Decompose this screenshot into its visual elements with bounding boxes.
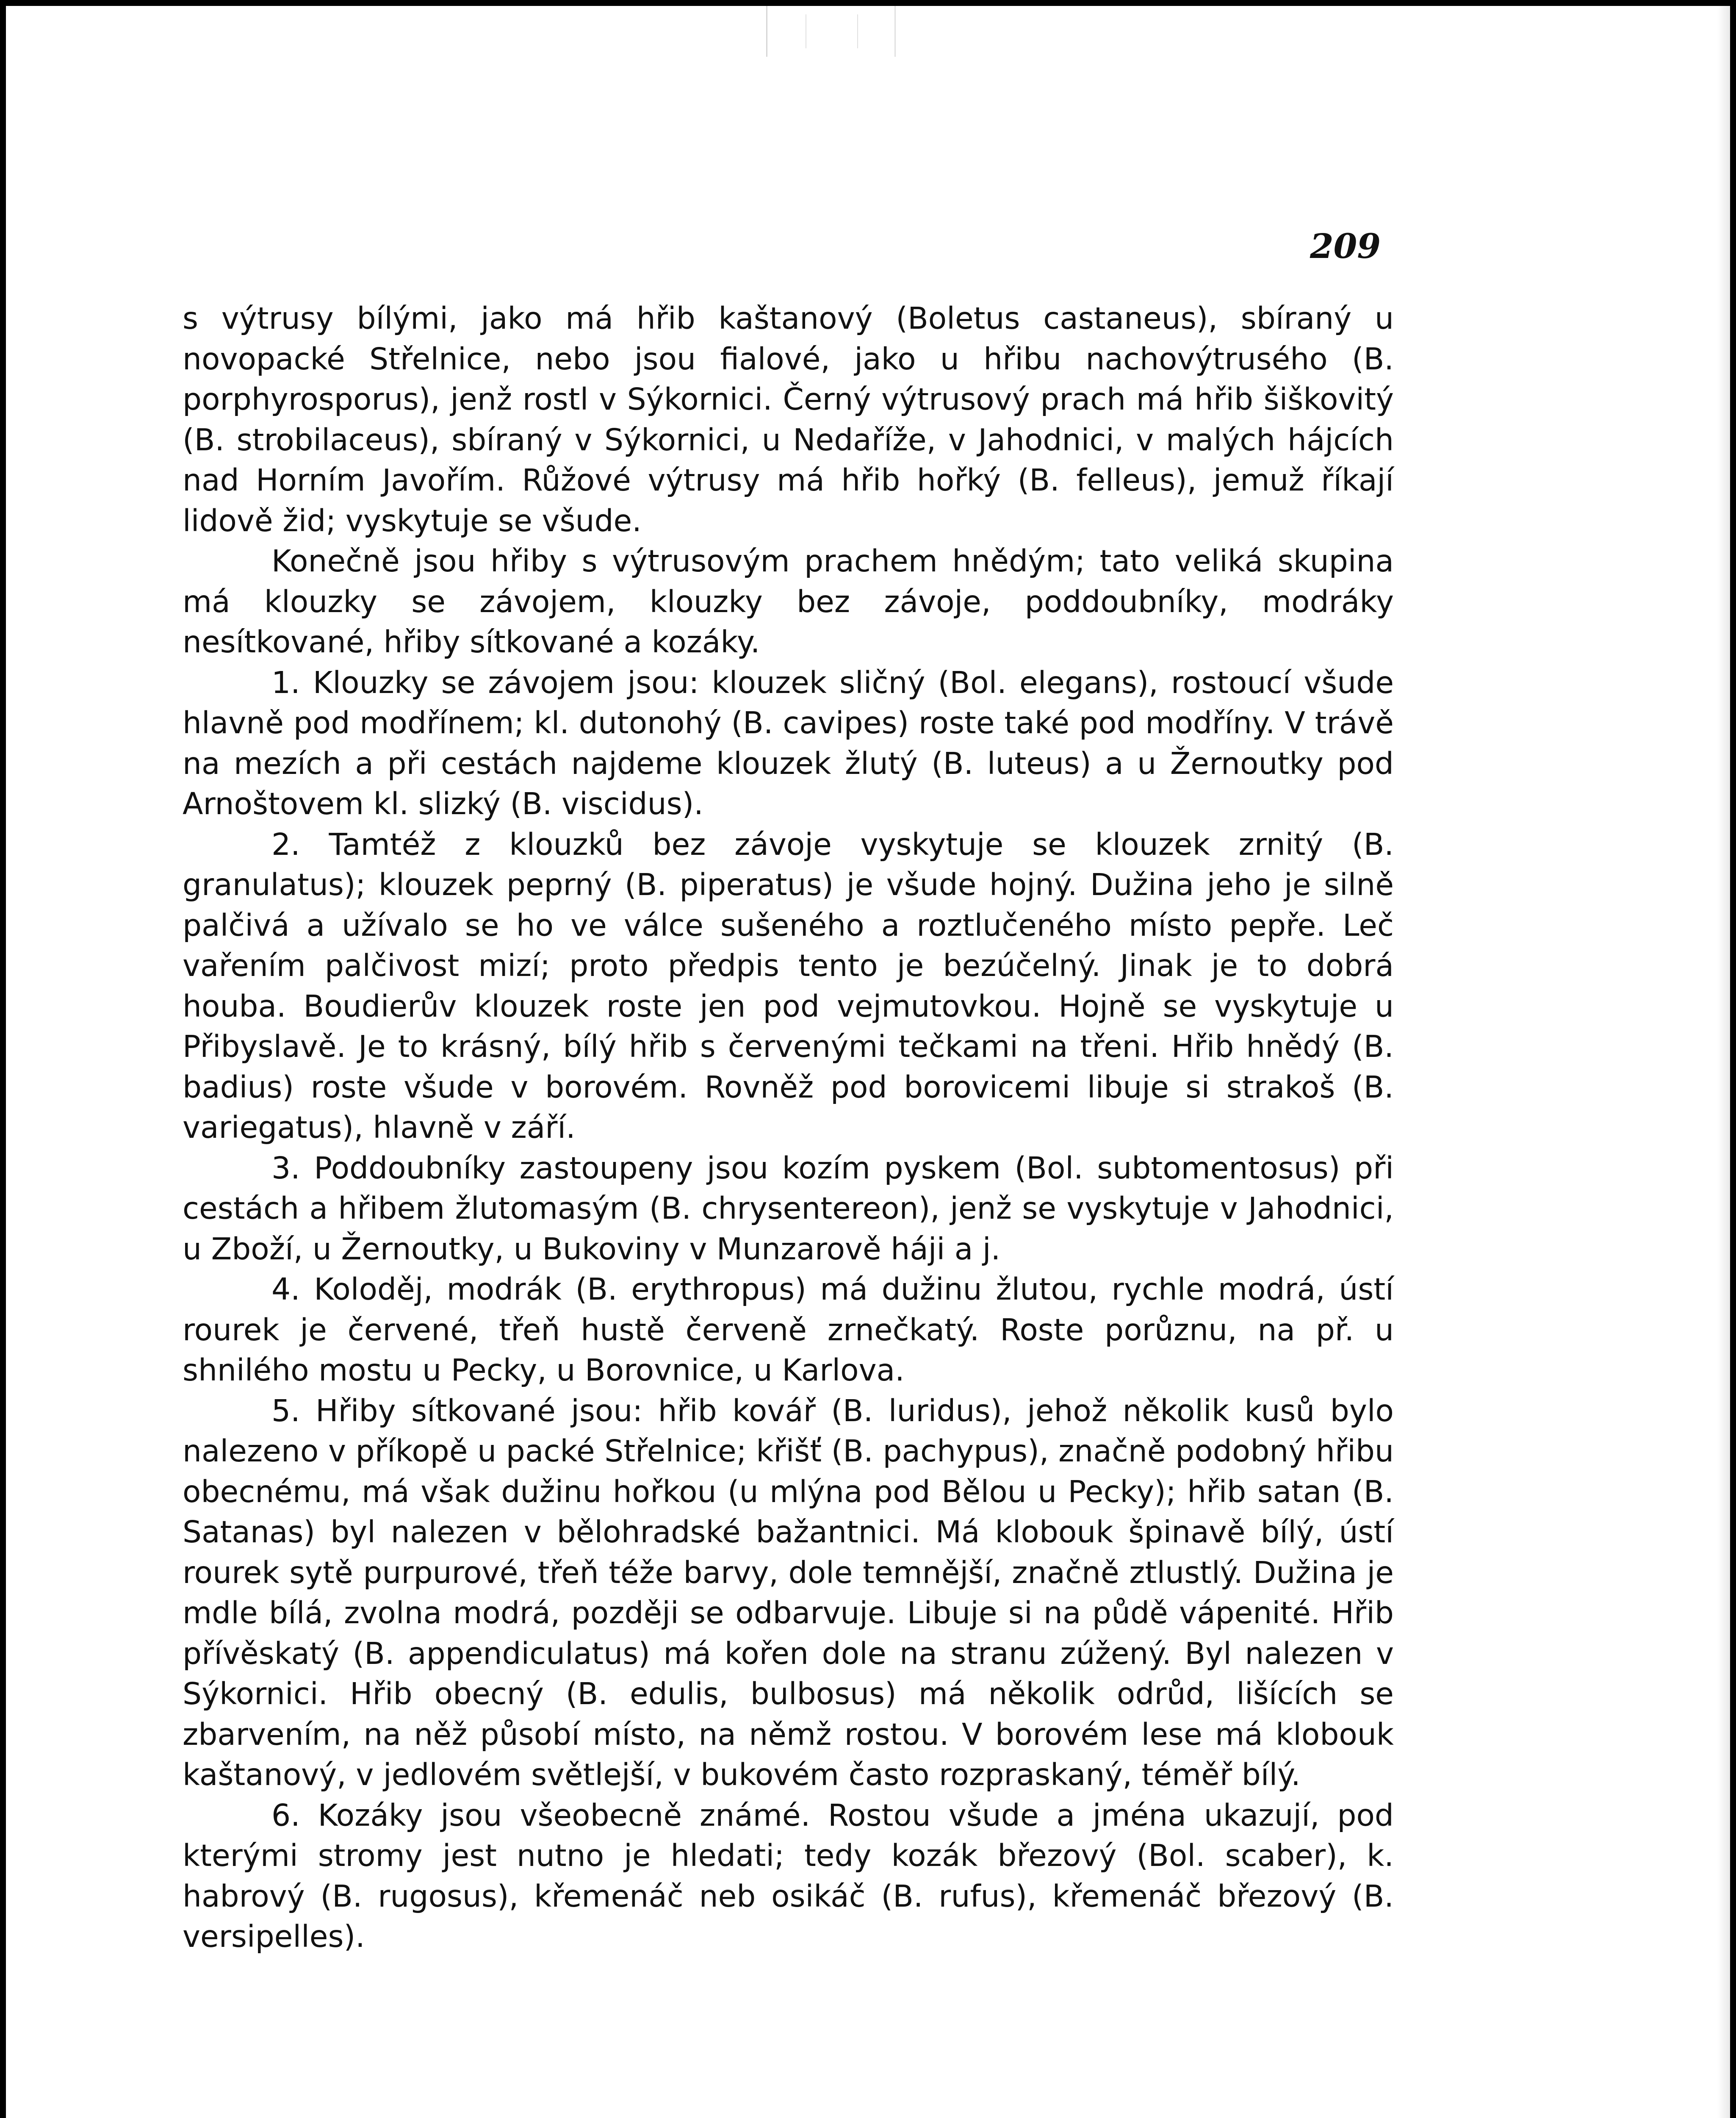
paragraph-item-2: 2. Tamtéž z klouzků bez závoje vyskytuje se klouzek zrnitý (B. granulatus); klouzek peprný (B. piperatus) je všude hojný. Dužina jeho je silně palčivá a užívalo se ho ve válce sušeného a roztlučeného místo pepře. Leč vařením palčivost mizí; proto předpis tento je bezúčelný. Jinak je to dobrá houba. Boudierův klouzek roste jen pod vejmutovkou. Hojně se vyskytuje u Přibyslavě. Je to krásný, bílý hřib s červenými tečkami na třeni. Hřib hnědý (B. badius) roste všude v borovém. Rovněž pod borovicemi libuje si strakoš (B. variegatus), hlavně v září. [183, 826, 1394, 1145]
book-page [6, 6, 1730, 2118]
paragraph-brown-spores: Konečně jsou hřiby s výtrusovým prachem hnědým; tato veliká skupina má klouzky se závojem, klouzky bez závoje, poddoubníky, modráky nesítkované, hřiby sítkované a kozáky. [183, 543, 1394, 660]
paragraph-item-4: 4. Koloděj, modrák (B. erythropus) má dužinu žlutou, rychle modrá, ústí rourek je červené, třeň hustě červeně zrnečkatý. Roste porůznu, na př. u shnilého mostu u Pecky, u Borovnice, u Karlova. [183, 1272, 1394, 1388]
page-edge-shadow [1717, 6, 1730, 2118]
paragraph-item-6: 6. Kozáky jsou všeobecně známé. Rostou všude a jména ukazují, pod kterými stromy jest nutno je hledati; tedy kozák březový (Bol. scaber), k. habrový (B. rugosus), křemenáč neb osikáč (B. rufus), křemenáč březový (B. versipelles). [183, 1797, 1394, 1954]
paragraph-item-5: 5. Hřiby sítkované jsou: hřib kovář (B. luridus), jehož několik kusů bylo nalezeno v příkopě u packé Střelnice; křišť (B. pachypus), značně podobný hřibu obecnému, má však dužinu hořkou (u mlýna pod Bělou u Pecky); hřib satan (B. Satanas) byl nalezen v bělohradské bažantnici. Má klobouk špinavě bílý, ústí rourek sytě purpurové, třeň téže barvy, dole temnější, značně ztlustlý. Dužina je mdle bílá, zvolna modrá, později se odbarvuje. Libuje si na půdě vápenité. Hřib přívěskatý (B. appendiculatus) má kořen dole na stranu zúžený. Byl nalezen v Sýkornici. Hřib obecný (B. edulis, bulbosus) má několik odrůd, lišících se zbarvením, na něž působí místo, na němž rostou. V borovém lese má klobouk kaštanový, v jedlovém světlejší, v bukovém často rozpraskaný, téměř bílý. [183, 1393, 1394, 1792]
page-number: 209 [1310, 226, 1381, 266]
paragraph-spore-colors: s výtrusy bílými, jako má hřib kaštanový (Boletus castaneus), sbíraný u novopacké Střelnice, nebo jsou fialové, jako u hřibu nachovýtrusého (B. porphyrosporus), jenž rostl v Sýkornici. Černý výtrusový prach má hřib šiškovitý (B. strobilaceus), sbíraný v Sýkornici, u Nedaříže, v Jahodnici, v malých hájcích nad Horním Javořím. Růžové výtrusy má hřib hořký (B. felleus), jemuž říkají lidově žid; vyskytuje se všude. [183, 301, 1394, 538]
scan-artifact [766, 6, 896, 57]
body-text [183, 298, 1394, 1957]
paragraph-item-1: 1. Klouzky se závojem jsou: klouzek sličný (Bol. elegans), rostoucí všude hlavně pod modřínem; kl. dutonohý (B. cavipes) roste také pod modříny. V trávě na mezích a při cestách najdeme klouzek žlutý (B. luteus) a u Žernoutky pod Arnoštovem kl. slizký (B. viscidus). [183, 665, 1394, 821]
paragraph-item-3: 3. Poddoubníky zastoupeny jsou kozím pyskem (Bol. subtomentosus) při cestách a hřibem žlutomasým (B. chrysentereon), jenž se vyskytuje v Jahodnici, u Zboží, u Žernoutky, u Bukoviny v Munzarově háji a j. [183, 1150, 1394, 1267]
